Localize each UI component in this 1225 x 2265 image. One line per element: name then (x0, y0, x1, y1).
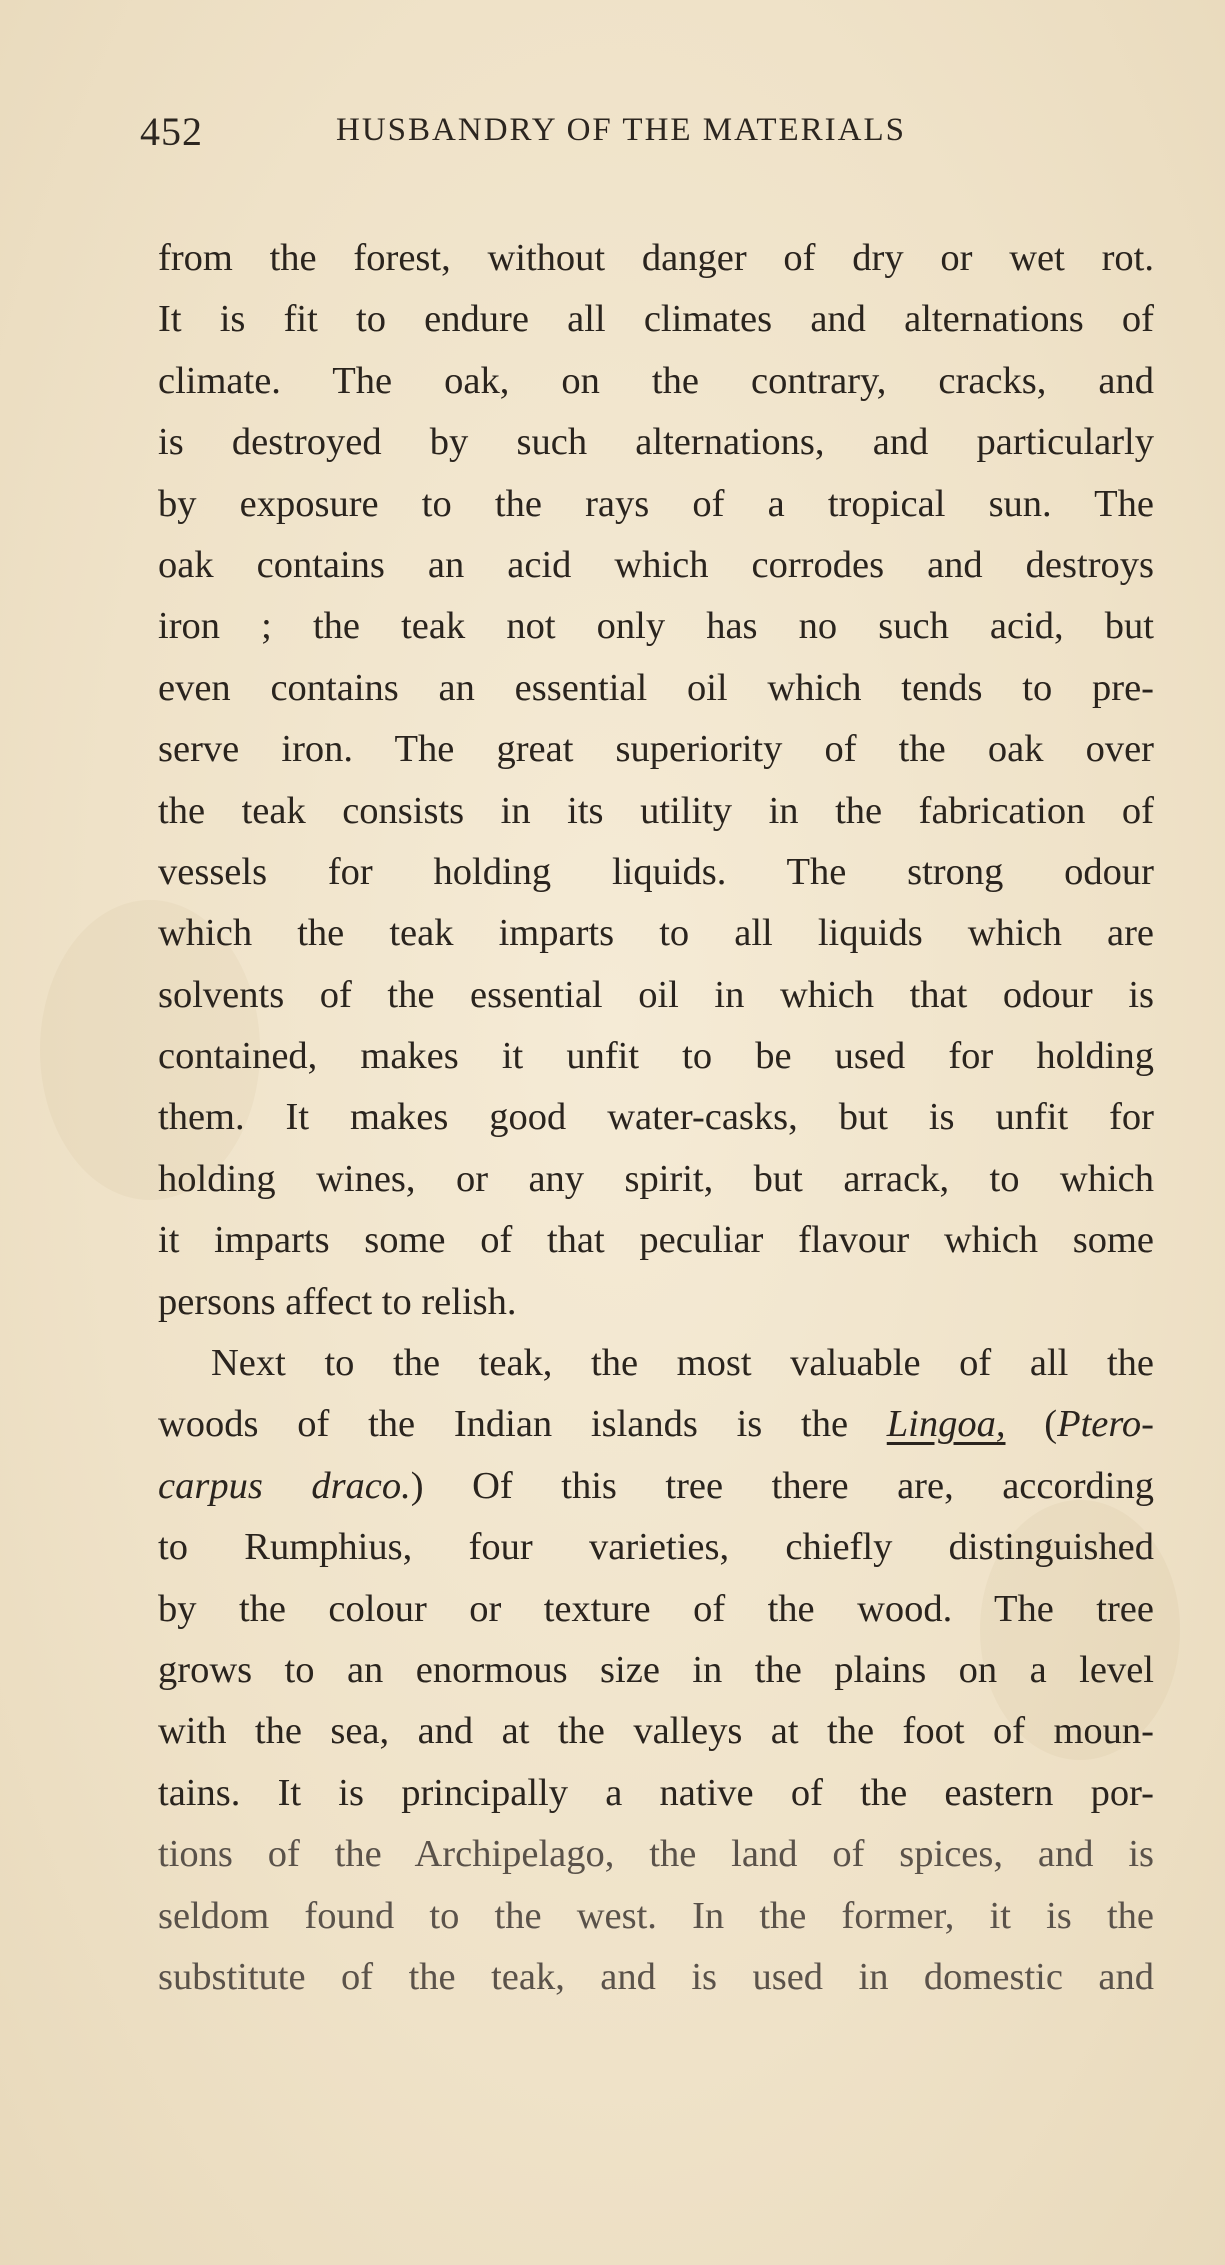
text-line: climate. The oak, on the contrary, cracks, and (158, 359, 1154, 402)
text-run: ( (1005, 1403, 1058, 1446)
text-line: grows to an enormous size in the plains on a level (158, 1648, 1154, 1691)
text-line: It is fit to endure all climates and alternations of (158, 298, 1154, 341)
text-line: tains. It is principally a native of the eastern por- (158, 1771, 1154, 1814)
text-run: woods of the Indian islands is the (158, 1403, 887, 1446)
text-line: iron ; the teak not only has no such acid, but (158, 605, 1154, 648)
text-line: it imparts some of that peculiar flavour which some (158, 1219, 1154, 1262)
text-line: serve iron. The great superiority of the oak over (158, 728, 1154, 771)
text-line: contained, makes it unfit to be used for holding (158, 1035, 1154, 1078)
text-line: vessels for holding liquids. The strong odour (158, 850, 1154, 893)
text-line: them. It makes good water-casks, but is unfit for (158, 1096, 1154, 1139)
running-title: HUSBANDRY OF THE MATERIALS (336, 112, 906, 148)
text-line: with the sea, and at the valleys at the foot of moun- (158, 1710, 1154, 1753)
text-line: seldom found to the west. In the former, it is the (158, 1894, 1154, 1937)
text-line: to Rumphius, four varieties, chiefly distinguished (158, 1526, 1154, 1569)
text-line (158, 1394, 1154, 1455)
text-line: the teak consists in its utility in the fabrication of (158, 789, 1154, 832)
text-line: persons affect to relish. (158, 1280, 517, 1323)
page-number: 452 (140, 109, 203, 154)
text-line: solvents of the essential oil in which that odour is (158, 973, 1154, 1016)
text-line: tions of the Archipelago, the land of spices, and is (158, 1833, 1154, 1876)
body-text (158, 228, 1154, 2008)
text-line: even contains an essential oil which tends to pre- (158, 666, 1154, 709)
italic-term-carpus-draco: carpus draco. (158, 1464, 411, 1507)
text-line: from the forest, without danger of dry or wet rot. (158, 237, 1154, 279)
text-run: ) Of this tree there are, according (410, 1464, 1155, 1507)
text-line: by the colour or texture of the wood. The tree (158, 1587, 1154, 1630)
text-line: which the teak imparts to all liquids which are (158, 912, 1154, 955)
text-line: is destroyed by such alternations, and particularly (158, 421, 1154, 464)
text-line (158, 1456, 1154, 1517)
text-line: substitute of the teak, and is used in domestic and (158, 1955, 1154, 1998)
italic-term-pterocarpus: Ptero- (1057, 1403, 1154, 1446)
running-head (140, 108, 1140, 168)
text-line: oak contains an acid which corrodes and destroys (158, 543, 1154, 586)
text-line: Next to the teak, the most valuable of all the (211, 1342, 1154, 1385)
text-line: by exposure to the rays of a tropical sun. The (158, 482, 1154, 525)
text-line: holding wines, or any spirit, but arrack, to which (158, 1157, 1154, 1200)
italic-term-lingoa: Lingoa, (886, 1403, 1006, 1446)
